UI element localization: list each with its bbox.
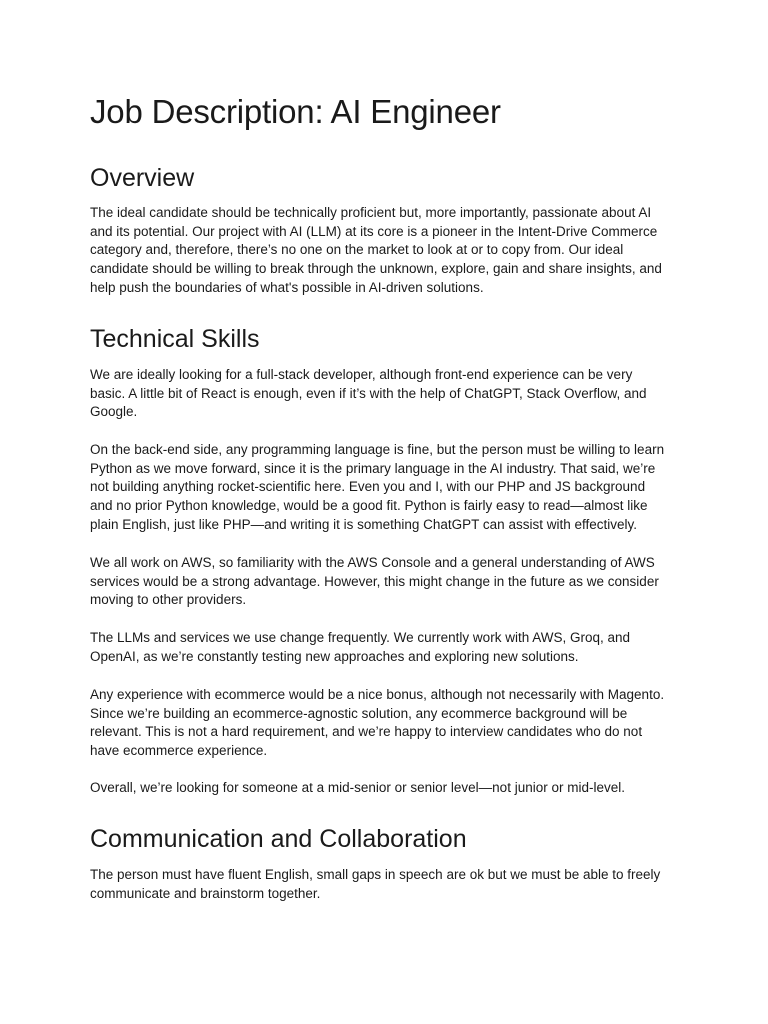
text-line: We are ideally looking for a full-stack developer, although front-end experience can be very xyxy=(90,367,633,382)
text-line: We all work on AWS, so familiarity with the AWS Console and a general understanding of AWS xyxy=(90,555,655,570)
text-line: The person must have fluent English, small gaps in speech are ok but we must be able to freely xyxy=(90,867,661,882)
text-line: relevant. This is not a hard requirement, and we’re happy to interview candidates who do not xyxy=(90,724,643,740)
communication-paragraph xyxy=(90,866,682,903)
text-line: Overall, we’re looking for someone at a mid-senior or senior level—not junior or mid-level. xyxy=(90,780,625,795)
text-line: and no prior Python knowledge, would be a good fit. Python is fairly easy to read—almost like xyxy=(90,498,648,514)
text-line: moving to other providers. xyxy=(90,592,247,608)
overview-paragraph xyxy=(90,204,682,298)
text-line: candidate should be willing to break through the unknown, explore, gain and share insights, and xyxy=(90,261,662,277)
technical-skills-paragraph-llms xyxy=(90,629,682,666)
text-line: basic. A little bit of React is enough, even if it’s with the help of ChatGPT, Stack Overflow, and xyxy=(90,385,647,401)
text-line: The ideal candidate should be technically proficient but, more importantly, passionate about AI xyxy=(90,205,652,220)
text-line: and its potential. Our project with AI (LLM) at its core is a pioneer in the Intent-Drive Commerce xyxy=(90,223,658,239)
technical-skills-paragraph-aws xyxy=(90,554,682,610)
text-line: Python as we move forward, since it is the primary language in the AI industry. That said, we’re xyxy=(90,460,656,476)
text-line: communicate and brainstorm together. xyxy=(90,885,321,901)
text-line: services would be a strong advantage. However, this might change in the future as we consider xyxy=(90,573,659,589)
text-line: The LLMs and services we use change frequently. We currently work with AWS, Groq, and xyxy=(90,630,630,645)
text-line: not building anything rocket-scientific here. Even you and I, with our PHP and JS background xyxy=(90,479,646,495)
technical-skills-paragraph-frontend xyxy=(90,366,682,422)
text-line: category and, therefore, there’s no one on the market to look at or to copy from. Our ideal xyxy=(90,242,624,258)
text-line: have ecommerce experience. xyxy=(90,743,268,759)
section-heading-communication: Communication and Collaboration xyxy=(90,825,467,853)
section-heading-overview: Overview xyxy=(90,164,195,192)
text-line: OpenAI, as we’re constantly testing new approaches and exploring new solutions. xyxy=(90,648,579,664)
text-line: plain English, just like PHP—and writing it is something ChatGPT can assist with effectively. xyxy=(90,516,637,532)
text-line: Any experience with ecommerce would be a nice bonus, although not necessarily with Magento. xyxy=(90,687,665,702)
section-heading-technical-skills: Technical Skills xyxy=(90,325,260,353)
page-title: Job Description: AI Engineer xyxy=(90,93,501,130)
text-line: Google. xyxy=(90,404,138,420)
technical-skills-paragraph-ecommerce xyxy=(90,686,682,761)
text-line: Since we’re building an ecommerce-agnostic solution, any ecommerce background will be xyxy=(90,705,628,721)
technical-skills-paragraph-backend xyxy=(90,441,682,535)
text-line: On the back-end side, any programming language is fine, but the person must be willing to learn xyxy=(90,442,665,457)
technical-skills-paragraph-level xyxy=(90,779,682,798)
text-line: help push the boundaries of what's possible in AI-driven solutions. xyxy=(90,279,484,295)
